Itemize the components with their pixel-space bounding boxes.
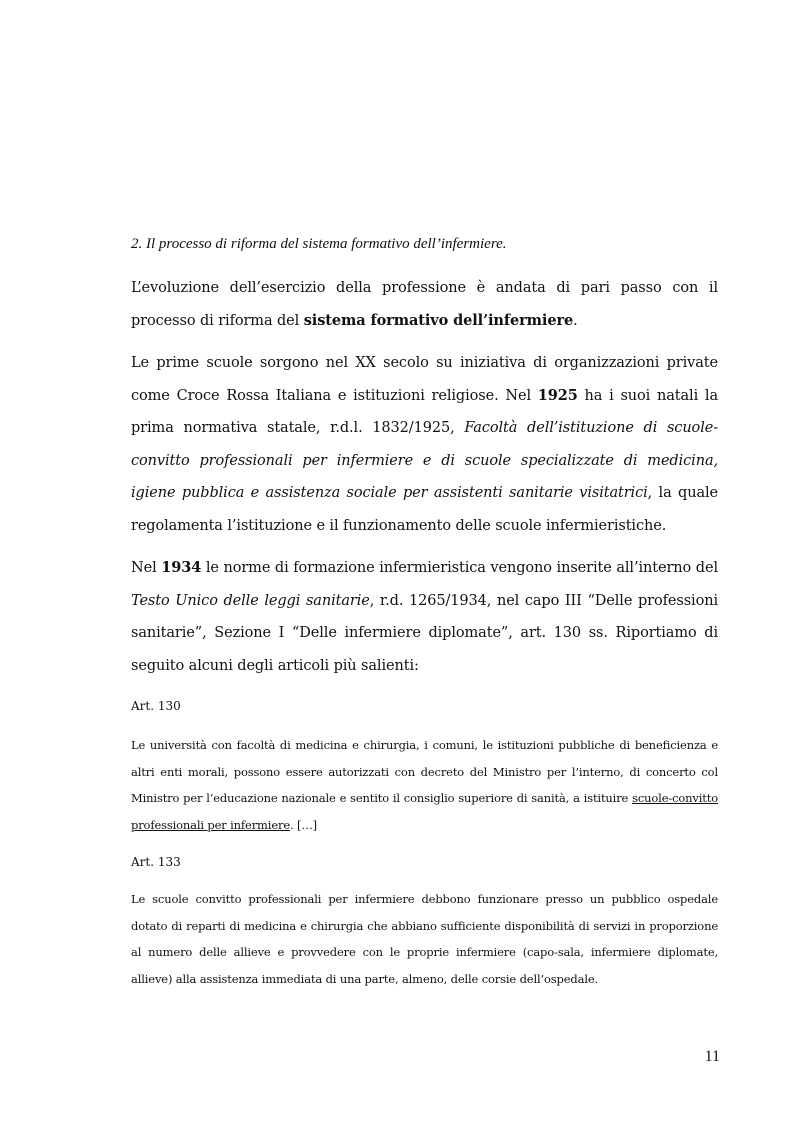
p2-text-c: , la quale regolamenta l’istituzione e il funzionamento delle scuole infermieristiche.	[131, 485, 719, 534]
article-130-text	[131, 732, 718, 838]
article-133-heading: Art. 133	[131, 855, 181, 869]
p3-law-title: Testo Unico delle leggi sanitarie	[131, 592, 370, 609]
p3-text-a: Nel	[131, 560, 162, 576]
p2-law-title: Facoltà dell’istituzione di scuole- convitto professionali per infermiere e di scuole specializzate di medicina, igiene pubblica e assistenza sociale per assistenti sanitarie visitatrici	[131, 420, 719, 501]
art130-text-b: . […]	[289, 817, 318, 832]
p2-text-b: ha i suoi natali la prima normativa statale, r.d.l. 1832/1925,	[131, 387, 718, 436]
paragraph-testo-unico	[131, 552, 718, 682]
article-133-text: Le scuole convitto professionali per infermiere debbono funzionare presso un pubblico ospedale dotato di reparti di medicina e chirurgia che abbiano sufficiente disponibilità di servizi in proporzione al numero delle allieve e provvedere con le proprie infermiere (capo-sala, infermiere diplomate, allieve) alla assistenza immediata di una parte, almeno, delle corsie dell’ospedale.	[131, 892, 718, 986]
section-title: 2. Il processo di riforma del sistema formativo dell’infermiere.	[131, 236, 507, 252]
page-number: 11	[704, 1048, 720, 1065]
p2-text-a: Le prime scuole sorgono nel XX secolo su iniziativa di organizzazioni private come Croce Rossa Italiana e istituzioni religiose. Nel	[131, 355, 718, 404]
paragraph-evolution	[131, 272, 718, 337]
p3-text-b: le norme di formazione infermieristica vengono inserite all’interno del	[201, 560, 718, 576]
p3-text-c: , r.d. 1265/1934, nel capo III “Delle professioni sanitarie”, Sezione I “Delle infermiere diplomate”, art. 130 ss. Riportiamo di seguito alcuni degli articoli più salienti:	[131, 592, 718, 674]
p3-year: 1934	[161, 559, 202, 576]
article-130-heading: Art. 130	[131, 699, 181, 713]
art130-text-a: Le università con facoltà di medicina e chirurgia, i comuni, le istituzioni pubbliche di beneficienza e altri enti morali, possono essere autorizzati con decreto del Ministro per l’interno, di concerto col Ministro per l’educazione nazionale e sentito il consiglio superiore di sanità, a istituire	[131, 738, 718, 805]
p1-text-c: .	[573, 312, 578, 329]
p1-text-a: L’evoluzione dell’esercizio della professione è andata di pari passo con il processo di riforma del	[131, 280, 718, 329]
art130-underlined: scuole-convitto professionali per infermiere	[131, 791, 718, 832]
p2-year: 1925	[537, 386, 578, 404]
paragraph-first-schools	[131, 347, 718, 542]
p1-bold-term: sistema formativo dell’infermiere	[303, 311, 574, 329]
